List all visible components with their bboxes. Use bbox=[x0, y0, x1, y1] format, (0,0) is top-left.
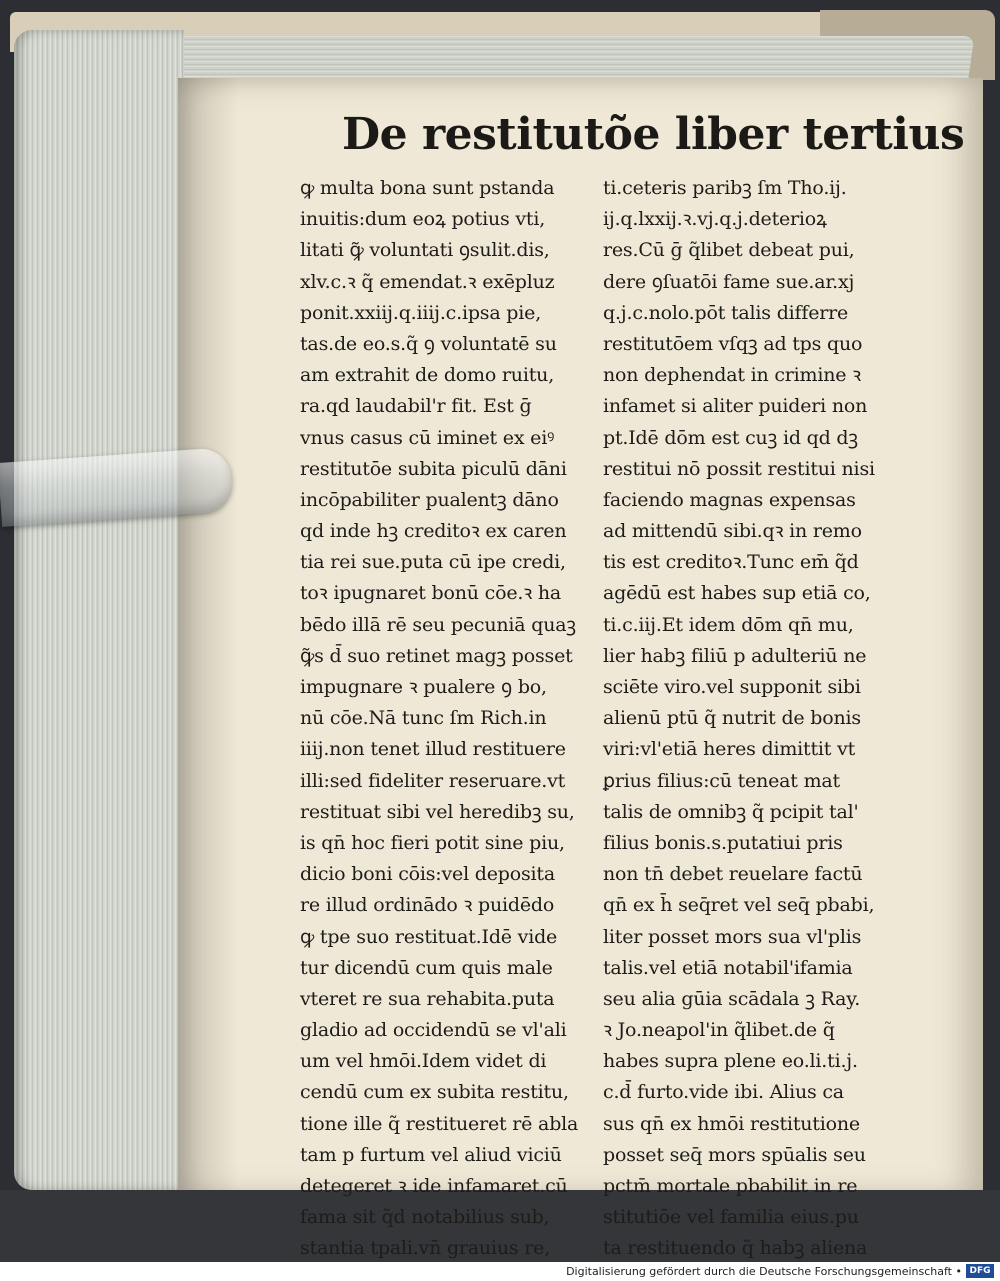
text-line: qn̄ ex h̄ seq̄ret vel seq̄ pbabi, bbox=[603, 894, 875, 917]
text-line: talis.vel etiā notabil'ifamia bbox=[603, 956, 853, 979]
text-line: ij.q.lxxij.ꝛ.vj.q.j.deterioꝝ bbox=[603, 208, 827, 231]
text-line: toꝛ ipugnaret bonū cōe.ꝛ ha bbox=[300, 582, 562, 605]
text-line: dicio boni cōis:vel deposita bbox=[300, 863, 555, 886]
text-line: detegeret ꝛ ide infamaret.cū bbox=[300, 1175, 568, 1197]
text-line: cendū cum ex subita restitu, bbox=[300, 1081, 569, 1104]
text-line: q.j.c.nolo.pōt talis differre bbox=[603, 301, 849, 324]
page-gutter-shadow bbox=[178, 78, 238, 1198]
text-line: res.Cū ḡ q̃libet debeat pui, bbox=[603, 239, 855, 262]
text-line: ponit.xxiij.q.iiij.c.ipsa pie, bbox=[300, 301, 542, 324]
footer-credit: Digitalisierung gefördert durch die Deutsche Forschungsgemeinschaft • bbox=[566, 1265, 962, 1278]
text-line: faciendo magnas expensas bbox=[603, 488, 856, 511]
text-line: qd inde hꝫ creditoꝛ ex caren bbox=[300, 520, 567, 543]
text-line: pctm̄ mortale pbabilit in re bbox=[603, 1175, 858, 1197]
text-line: posset seq̄ mors spūalis seu bbox=[603, 1143, 866, 1166]
text-column-left bbox=[300, 173, 590, 1262]
text-line: fama sit q̃d notabilius sub, bbox=[300, 1206, 550, 1229]
dfg-logo: DFG bbox=[966, 1264, 994, 1278]
text-line: infamet si aliter puideri non bbox=[603, 395, 868, 418]
text-line: impugnare ꝛ pualere ꝯ bo, bbox=[300, 676, 547, 698]
text-line: um vel hmōi.Idem videt di bbox=[300, 1050, 547, 1073]
text-line: ꝑrius filius:cū teneat mat bbox=[603, 769, 840, 792]
text-line: illi:sed fideliter reseruare.vt bbox=[300, 769, 566, 792]
text-line: ad mittendū sibi.qꝛ in remo bbox=[603, 520, 862, 543]
page-heading: De restitutõe liber tertius bbox=[342, 109, 965, 160]
text-line: non tn̄ debet reuelare factū bbox=[603, 863, 863, 886]
text-line: restituat sibi vel heredibꝫ su, bbox=[300, 800, 575, 823]
text-line: inuitis:dum eoꝝ potius vti, bbox=[300, 208, 546, 231]
page-block-fore-edge bbox=[14, 30, 184, 1190]
text-line: ta restituendo q̃ habꝫ aliena bbox=[603, 1237, 868, 1260]
text-line: vteret re sua rehabita.puta bbox=[300, 987, 555, 1010]
text-line: viri:vl'etiā heres dimittit vt bbox=[603, 738, 856, 761]
text-line: habes supra plene eo.li.ti.j. bbox=[603, 1050, 858, 1073]
text-line: am extrahit de domo ruitu, bbox=[300, 364, 555, 387]
text-line: agēdū est habes sup etiā co, bbox=[603, 582, 871, 605]
text-line: restitui nō possit restitui nisi bbox=[603, 457, 875, 480]
text-line: xlv.c.ꝛ q̃ emendat.ꝛ exēpluz bbox=[300, 270, 555, 293]
text-line: liter posset mors sua vl'plis bbox=[603, 925, 862, 948]
text-line: litati ꝙ̃ voluntati ꝯsulit.dis, bbox=[300, 239, 550, 262]
text-line: pt.Idē dōm est cuꝫ id qd dꝫ bbox=[603, 426, 858, 449]
text-line: tis est creditoꝛ.Tunc em̄ q̃d bbox=[603, 551, 859, 574]
text-line: filius bonis.s.putatiui pris bbox=[603, 831, 843, 854]
text-line: tione ille q̃ restitueret rē abla bbox=[300, 1112, 579, 1135]
text-line: ti.ceteris paribꝫ ſm Tho.ij. bbox=[603, 177, 847, 199]
text-line: gladio ad occidendū se vl'ali bbox=[300, 1019, 567, 1042]
text-line: seu alia gūia scādala ꝫ Ray. bbox=[603, 987, 861, 1010]
text-line: ꝙ tpe suo restituat.Idē vide bbox=[300, 925, 558, 948]
text-line: vnus casus cū iminet ex eiꝰ bbox=[300, 426, 555, 449]
text-line: tam p furtum vel aliud viciū bbox=[300, 1143, 562, 1166]
text-line: incōpabiliter pualentꝫ dāno bbox=[300, 488, 559, 511]
text-column-right bbox=[603, 173, 885, 1262]
text-line: restitutōem vſqꝫ ad tps quo bbox=[603, 332, 863, 355]
text-line: nū cōe.Nā tunc ſm Rich.in bbox=[300, 707, 547, 730]
footer-bar bbox=[0, 1262, 1000, 1281]
text-line: lier habꝫ filiū p adulteriū ne bbox=[603, 644, 867, 667]
text-line: iiij.non tenet illud restituere bbox=[300, 738, 566, 761]
text-line: non dephendat in crimine ꝛ bbox=[603, 364, 861, 387]
text-line: tia rei sue.puta cū ipe credi, bbox=[300, 551, 566, 574]
text-line: ꝙ̃s d̄ suo retinet magꝫ posset bbox=[300, 644, 573, 667]
text-line: alienū ptū q̃ nutrit de bonis bbox=[603, 707, 861, 730]
text-line: restitutōe subita piculū dāni bbox=[300, 457, 567, 480]
text-line: ꝙ multa bona sunt pstanda bbox=[300, 177, 555, 199]
text-line: ra.qd laudabil'r fit. Est ḡ bbox=[300, 395, 532, 418]
text-line: re illud ordinādo ꝛ puidēdo bbox=[300, 894, 555, 917]
text-line: dere ꝯſuatōi fame sue.ar.xj bbox=[603, 270, 855, 293]
text-line: stantia tpali.vn̄ grauius re, bbox=[300, 1237, 551, 1260]
text-line: ti.c.iij.Et idem dōm qn̄ mu, bbox=[603, 613, 854, 636]
text-line: c.d̄ furto.vide ibi. Alius ca bbox=[603, 1081, 844, 1104]
text-line: talis de omnibꝫ q̃ pcipit tal' bbox=[603, 800, 859, 823]
text-line: stitutiōe vel familia eius.pu bbox=[603, 1206, 859, 1229]
text-line: sciēte viro.vel supponit sibi bbox=[603, 676, 861, 698]
text-line: tur dicendū cum quis male bbox=[300, 956, 553, 979]
text-line: is qn̄ hoc fieri potit sine piu, bbox=[300, 831, 565, 854]
text-line: tas.de eo.s.q̃ ꝯ voluntatē su bbox=[300, 332, 557, 355]
text-line: bēdo illā rē seu pecuniā quaꝫ bbox=[300, 613, 576, 636]
text-line: ꝛ Jo.neapol'in q̃libet.de q̃ bbox=[603, 1019, 835, 1042]
text-line: sus qn̄ ex hmōi restitutione bbox=[603, 1112, 860, 1135]
